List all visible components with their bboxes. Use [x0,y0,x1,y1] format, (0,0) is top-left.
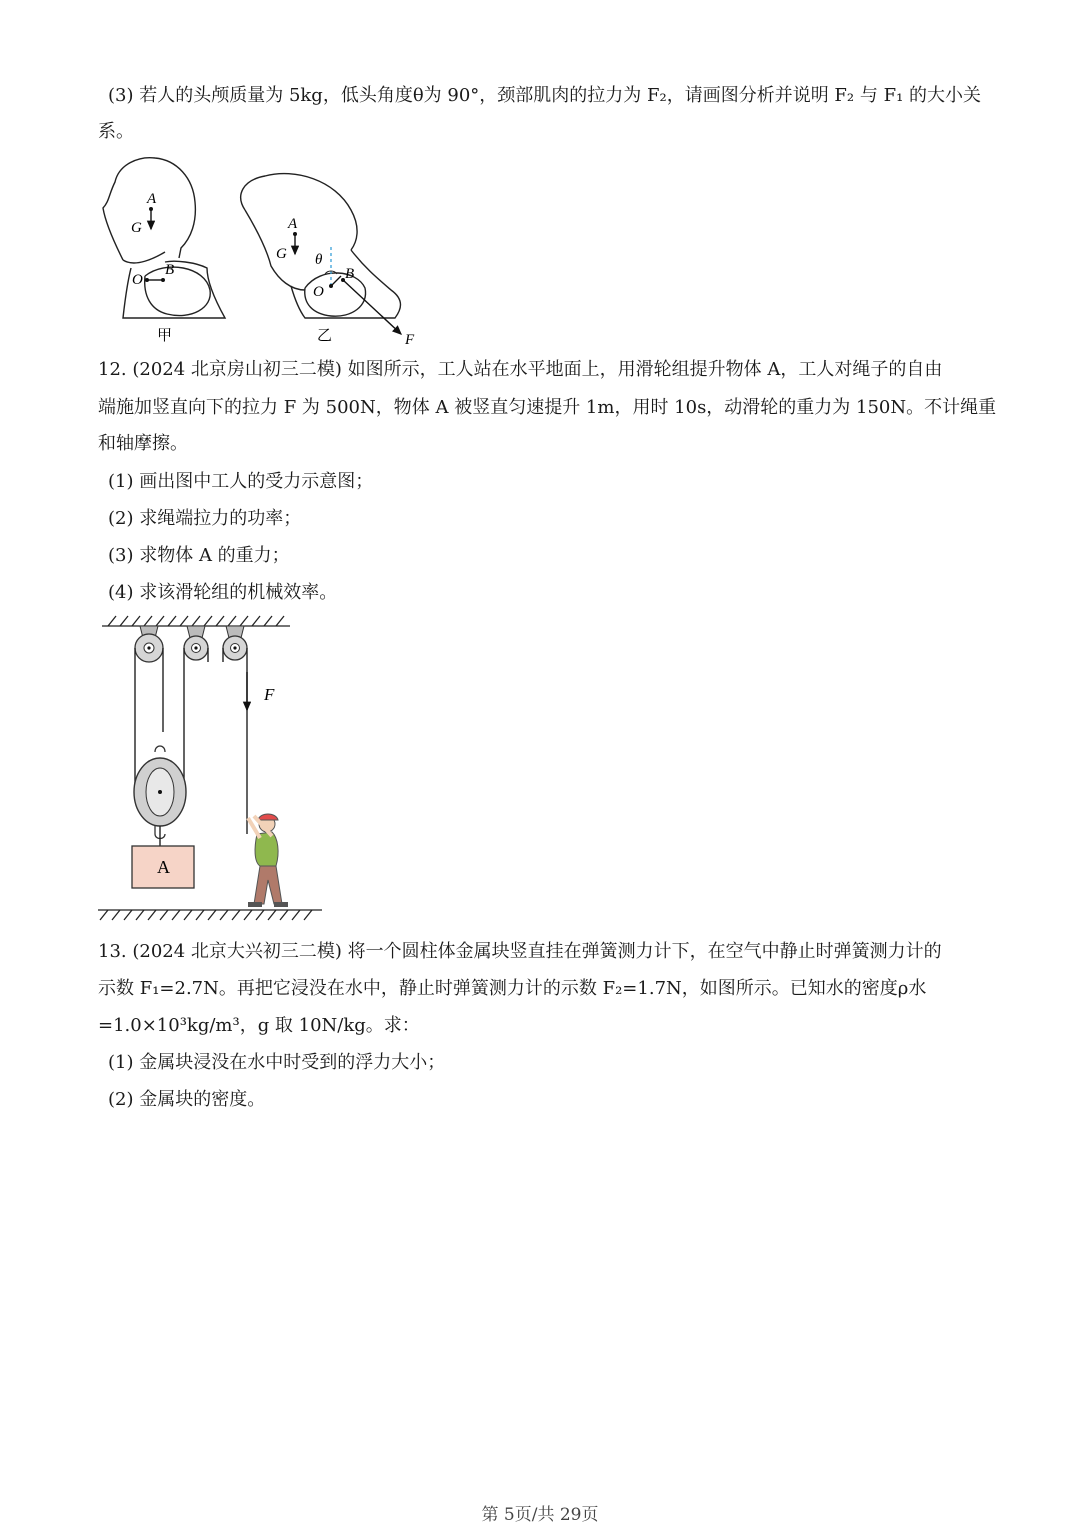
caption-left: 甲 [157,328,173,344]
caption-right: 乙 [317,328,333,344]
q13-part1: (1) 金属块浸没在水中时受到的浮力大小； [108,1052,446,1073]
muscle-force-arrow [343,280,401,334]
ceiling [102,616,290,626]
q13-part2: (2) 金属块的密度。 [108,1089,266,1110]
label-o-2: O [313,284,324,300]
label-force-f: F [264,685,275,704]
label-a-2: A [288,216,298,232]
page-number: 第 5页/共 29页 [481,1505,599,1525]
q12-part1: (1) 画出图中工人的受力示意图； [108,471,374,492]
pulley-figure [96,612,336,930]
label-b: B [165,262,175,278]
label-a: A [147,191,157,207]
label-theta: θ [315,252,323,268]
q12-part4: (4) 求该滑轮组的机械效率。 [108,582,338,603]
fixed-pulley-3 [223,626,247,660]
lever-ob-2 [331,276,341,286]
q13-line3: =1.0×10³kg/m³，g 取 10N/kg。求： [98,1015,420,1036]
q12-part3: (3) 求物体 A 的重力； [108,545,290,566]
q12-line3: 和轴摩擦。 [98,433,188,454]
label-g: G [131,220,142,236]
block-a-label: A [157,857,170,877]
q12-line2: 端施加竖直向下的拉力 F 为 500N，物体 A 被竖直匀速提升 1m，用时 10s，动滑轮的重力为 150N。不计绳重 [98,397,997,418]
label-o: O [132,272,143,288]
q13-line2: 示数 F₁=2.7N。再把它浸没在水中，静止时弹簧测力计的示数 F₂=1.7N，如图所示。已知水的密度ρ水 [98,978,927,999]
q12-part2: (2) 求绳端拉力的功率； [108,508,302,529]
fixed-pulley-2 [184,626,208,660]
q11-part3-line1: (3) 若人的头颅质量为 5kg，低头角度θ为 90°，颈部肌肉的拉力为 F₂，请画图分析并说明 F₂ 与 F₁ 的大小关 [108,85,982,106]
movable-pulley [134,746,186,846]
upright-head-diagram [103,158,225,318]
q13-line1: 13. (2024 北京大兴初三二模) 将一个圆柱体金属块竖直挂在弹簧测力计下，在空气中静止时弹簧测力计的 [98,941,942,962]
worker-figure [248,814,288,907]
label-b-2: B [345,266,355,282]
head-neck-figure [95,150,435,350]
label-g-2: G [276,246,287,262]
fixed-pulley-1 [135,626,163,662]
label-f: F [405,332,415,348]
q12-line1: 12. (2024 北京房山初三二模) 如图所示，工人站在水平地面上，用滑轮组提升物体 A，工人对绳子的自由 [98,359,943,380]
q11-part3-line2: 系。 [98,121,134,142]
ground [98,910,322,920]
